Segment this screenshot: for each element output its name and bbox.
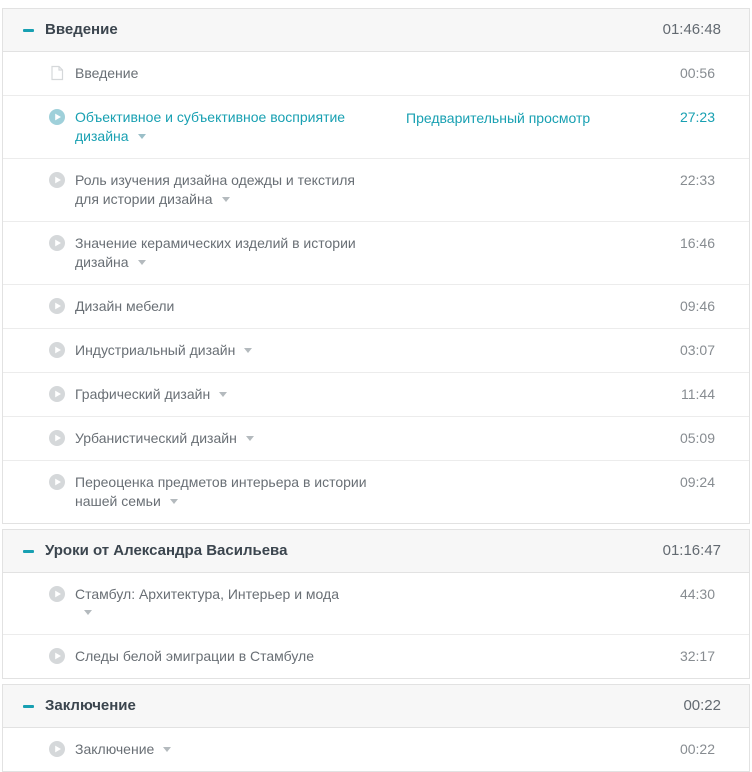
caret-down-icon[interactable] [246, 436, 254, 441]
lesson-title: Графический дизайн [75, 386, 211, 402]
lesson-duration: 09:46 [679, 298, 715, 314]
section-title: Уроки от Александра Васильева [45, 542, 288, 559]
caret-down-icon[interactable] [84, 610, 92, 615]
lesson-row[interactable] [3, 95, 749, 158]
lesson-row[interactable] [3, 372, 749, 416]
lesson-title: Роль изучения дизайна одежды и текстиля для истории дизайна [75, 172, 355, 207]
lesson-title-wrap [75, 108, 367, 146]
caret-down-icon[interactable] [163, 747, 171, 752]
lesson-list [3, 52, 749, 523]
collapse-minus-icon [23, 29, 34, 32]
lesson-title-wrap [75, 171, 367, 209]
play-icon [49, 741, 65, 757]
lesson-row[interactable] [3, 284, 749, 328]
lesson-title-wrap [75, 473, 367, 511]
caret-down-icon[interactable] [138, 260, 146, 265]
curriculum-section [2, 684, 750, 772]
lesson-title: Урбанистический дизайн [75, 430, 237, 446]
lesson-duration: 16:46 [679, 235, 715, 251]
lesson-row[interactable] [3, 221, 749, 284]
play-icon [49, 235, 65, 251]
lesson-title-wrap [75, 64, 138, 83]
curriculum-section [2, 529, 750, 679]
lesson-title: Переоценка предметов интерьера в истории нашей семьи [75, 474, 367, 509]
play-icon [49, 386, 65, 402]
caret-down-icon[interactable] [222, 197, 230, 202]
play-icon [49, 109, 65, 125]
lesson-row[interactable] [3, 52, 749, 95]
collapse-minus-icon [23, 550, 34, 553]
lesson-duration: 00:56 [679, 65, 715, 81]
lesson-title: Значение керамических изделий в истории дизайна [75, 235, 356, 270]
play-icon [49, 342, 65, 358]
collapse-minus-icon [23, 705, 34, 708]
play-icon [49, 648, 65, 664]
curriculum [2, 8, 750, 772]
lesson-duration: 22:33 [679, 172, 715, 188]
lesson-title-wrap [75, 585, 339, 622]
lesson-duration: 09:24 [679, 474, 715, 490]
lesson-title: Введение [75, 65, 139, 81]
lesson-row[interactable] [3, 158, 749, 221]
lesson-row[interactable] [3, 728, 749, 771]
lesson-title-wrap [75, 385, 227, 404]
caret-down-icon[interactable] [170, 499, 178, 504]
lesson-title: Индустриальный дизайн [75, 342, 236, 358]
section-header[interactable] [3, 9, 749, 52]
play-icon [49, 586, 65, 602]
play-icon [49, 430, 65, 446]
section-duration: 01:46:48 [662, 21, 721, 38]
lesson-row[interactable] [3, 328, 749, 372]
play-icon [49, 172, 65, 188]
caret-down-icon[interactable] [244, 348, 252, 353]
caret-down-icon[interactable] [219, 392, 227, 397]
lesson-row[interactable] [3, 416, 749, 460]
play-icon [49, 298, 65, 314]
document-icon [49, 65, 65, 81]
lesson-title-wrap [75, 647, 314, 666]
section-header[interactable] [3, 530, 749, 573]
lesson-title-wrap [75, 341, 252, 360]
section-duration: 00:22 [683, 697, 721, 714]
preview-link[interactable]: Предварительный просмотр [406, 110, 591, 126]
lesson-title-wrap [75, 234, 367, 272]
lesson-duration: 44:30 [679, 586, 715, 602]
lesson-title-wrap [75, 429, 254, 448]
lesson-row[interactable] [3, 634, 749, 678]
caret-down-icon[interactable] [138, 134, 146, 139]
lesson-duration: 11:44 [681, 386, 715, 402]
lesson-duration: 05:09 [679, 430, 715, 446]
lesson-title-wrap [75, 740, 171, 759]
lesson-title-wrap [75, 297, 174, 316]
lesson-list [3, 573, 749, 678]
lesson-title: Следы белой эмиграции в Стамбуле [75, 648, 315, 664]
lesson-title: Заключение [75, 741, 155, 757]
lesson-title: Дизайн мебели [75, 298, 175, 314]
section-title: Введение [45, 21, 118, 38]
section-title: Заключение [45, 697, 136, 714]
lesson-title: Объективное и субъективное восприятие дизайна [75, 109, 346, 144]
section-header[interactable] [3, 685, 749, 728]
play-icon [49, 474, 65, 490]
lesson-duration: 00:22 [679, 741, 715, 757]
lesson-row[interactable] [3, 460, 749, 523]
section-duration: 01:16:47 [662, 542, 721, 559]
lesson-row[interactable] [3, 573, 749, 634]
lesson-duration: 32:17 [679, 648, 715, 664]
lesson-duration: 27:23 [679, 109, 715, 125]
lesson-title: Стамбул: Архитектура, Интерьер и мода [75, 586, 339, 602]
lesson-duration: 03:07 [679, 342, 715, 358]
curriculum-section [2, 8, 750, 524]
lesson-list [3, 728, 749, 771]
